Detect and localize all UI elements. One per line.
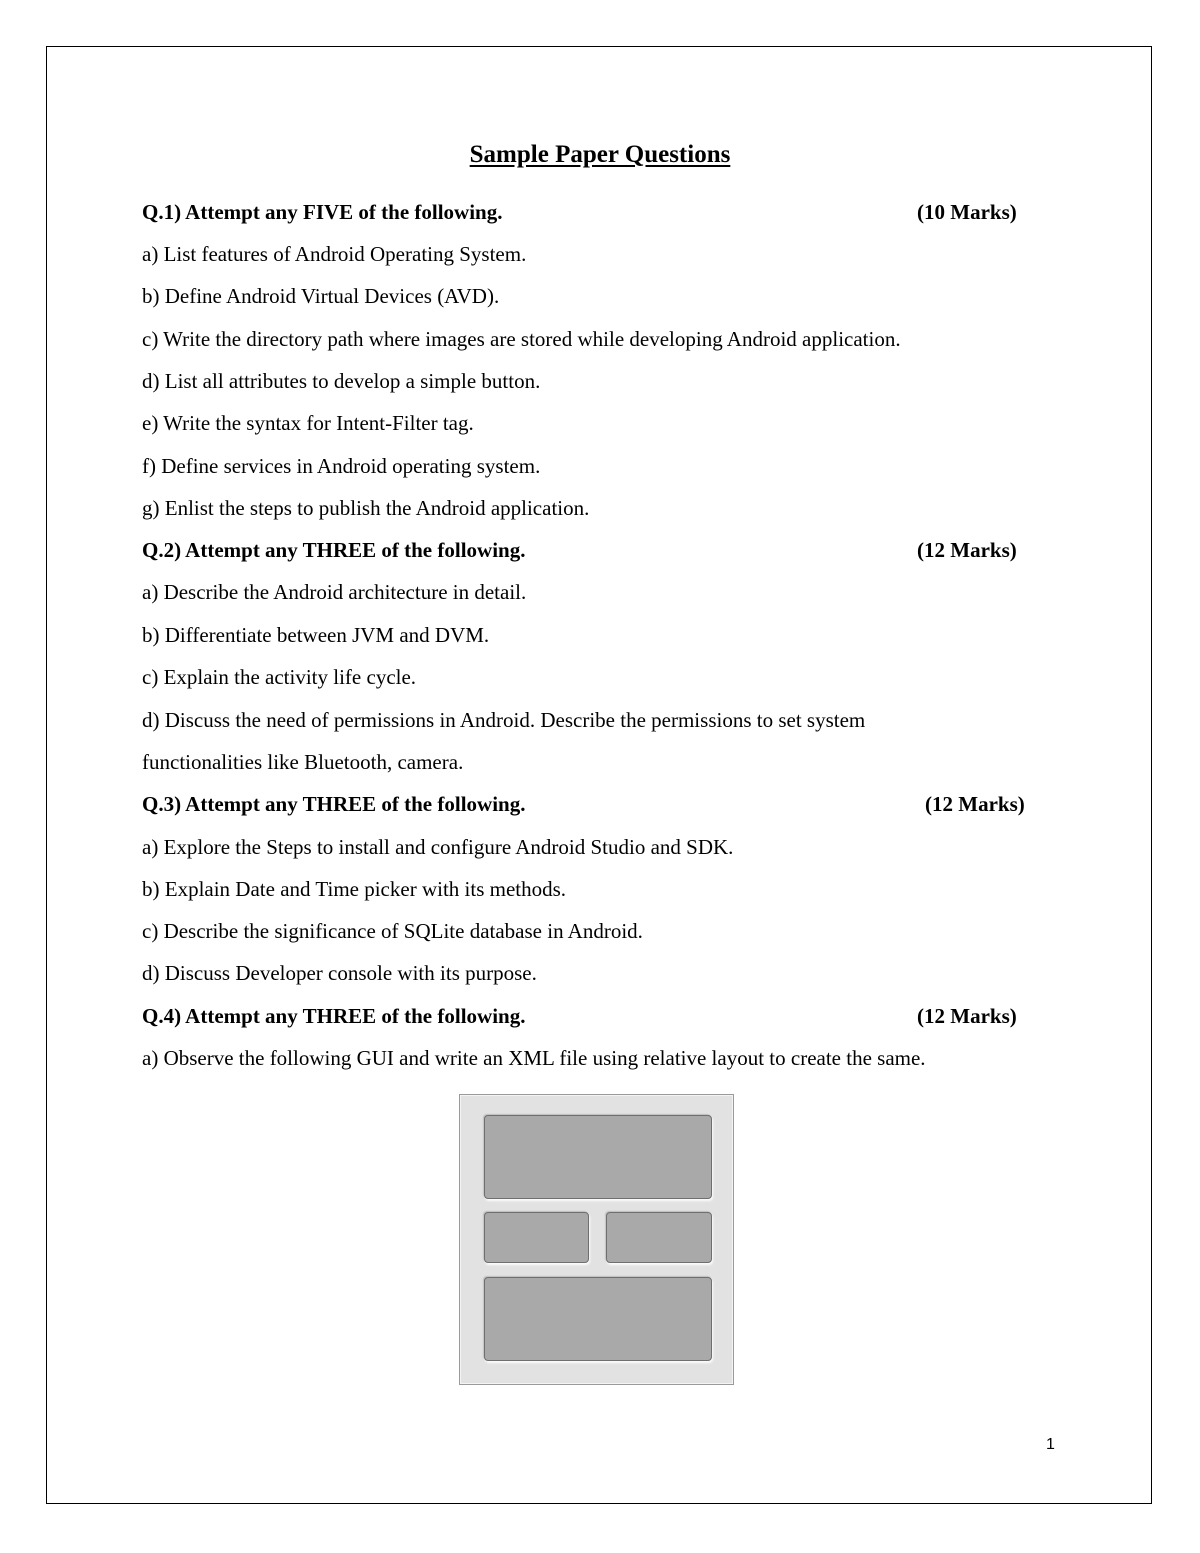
question-2-heading: Q.2) Attempt any THREE of the following.	[142, 538, 526, 562]
question-2-item-d-continued: functionalities like Bluetooth, camera.	[142, 750, 464, 774]
question-1-item-d: d) List all attributes to develop a simple button.	[142, 369, 541, 393]
question-1-item-a: a) List features of Android Operating System.	[142, 242, 527, 266]
question-3-item-a: a) Explore the Steps to install and configure Android Studio and SDK.	[142, 835, 734, 859]
question-3-item-d: d) Discuss Developer console with its purpose.	[142, 961, 537, 985]
gui-middle-left-panel	[484, 1212, 589, 1263]
gui-middle-right-panel	[606, 1212, 712, 1263]
question-4-heading: Q.4) Attempt any THREE of the following.	[142, 1004, 526, 1028]
gui-top-panel	[484, 1115, 712, 1199]
question-1-marks: (10 Marks)	[917, 200, 1017, 224]
question-4-marks: (12 Marks)	[917, 1004, 1017, 1028]
question-3-heading: Q.3) Attempt any THREE of the following.	[142, 792, 526, 816]
question-1-heading: Q.1) Attempt any FIVE of the following.	[142, 200, 503, 224]
question-2-item-d: d) Discuss the need of permissions in Android. Describe the permissions to set system	[142, 708, 866, 732]
question-3-item-b: b) Explain Date and Time picker with its methods.	[142, 877, 567, 901]
question-4-item-a: a) Observe the following GUI and write an XML file using relative layout to create the same.	[142, 1046, 926, 1070]
question-3-item-c: c) Describe the significance of SQLite database in Android.	[142, 919, 643, 943]
question-2-item-b: b) Differentiate between JVM and DVM.	[142, 623, 490, 647]
question-1-item-b: b) Define Android Virtual Devices (AVD).	[142, 284, 500, 308]
question-2-item-a: a) Describe the Android architecture in detail.	[142, 580, 527, 604]
question-3-marks: (12 Marks)	[925, 792, 1025, 816]
question-1-item-f: f) Define services in Android operating system.	[142, 454, 541, 478]
question-2-marks: (12 Marks)	[917, 538, 1017, 562]
page-title: Sample Paper Questions	[469, 141, 731, 168]
question-1-item-e: e) Write the syntax for Intent-Filter tag.	[142, 411, 474, 435]
question-1-item-g: g) Enlist the steps to publish the Android application.	[142, 496, 590, 520]
gui-bottom-panel	[484, 1277, 712, 1361]
question-2-item-c: c) Explain the activity life cycle.	[142, 665, 417, 689]
question-1-item-c: c) Write the directory path where images are stored while developing Android application.	[142, 327, 901, 351]
page-number: 1	[1046, 1436, 1055, 1453]
gui-layout-figure	[459, 1094, 734, 1385]
